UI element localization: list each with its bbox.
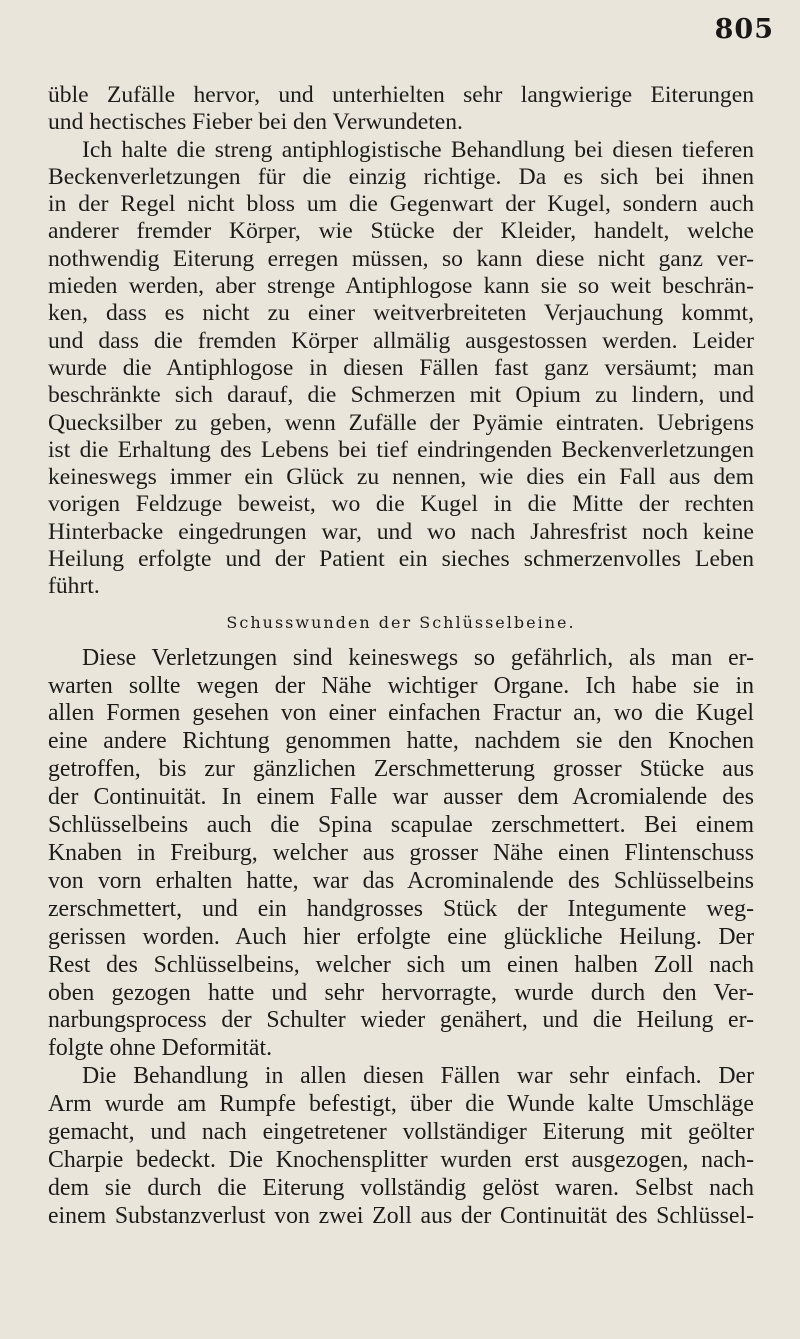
text-line: Charpie bedeckt. Die Knochensplitter wurden erst ausgezogen, nach-: [48, 1146, 754, 1173]
page-number: 805: [714, 14, 774, 45]
text-line: beschränkte sich darauf, die Schmerzen mit Opium zu lindern, und: [48, 382, 754, 409]
text-line: zerschmettert, und ein handgrosses Stück der Integumente weg-: [48, 895, 754, 922]
text-line: Die Behandlung in allen diesen Fällen war sehr einfach. Der: [82, 1063, 754, 1090]
text-line: führt.: [48, 573, 100, 600]
text-line: Heilung erfolgte und der Patient ein sieches schmerzenvolles Leben: [48, 546, 754, 573]
text-line: warten sollte wegen der Nähe wichtiger Organe. Ich habe sie in: [48, 672, 754, 699]
section-heading: Schusswunden der Schlüsselbeine.: [226, 612, 576, 632]
text-line: narbungsprocess der Schulter wieder genähert, und die Heilung er-: [48, 1007, 754, 1034]
text-line: getroffen, bis zur gänzlichen Zerschmetterung grosser Stücke aus: [48, 756, 754, 783]
text-line: dem sie durch die Eiterung vollständig gelöst waren. Selbst nach: [48, 1174, 754, 1201]
text-block-after-heading: [48, 645, 754, 1231]
text-line: gemacht, und nach eingetretener vollständiger Eiterung mit geölter: [48, 1119, 754, 1146]
text-line: Knaben in Freiburg, welcher aus grosser Nähe einen Flintenschuss: [48, 839, 754, 866]
text-line: Diese Verletzungen sind keineswegs so gefährlich, als man er-: [82, 644, 754, 671]
text-line: Schlüsselbeins auch die Spina scapulae zerschmettert. Bei einem: [48, 812, 754, 839]
text-line: ist die Erhaltung des Lebens bei tief eindringenden Beckenverletzungen: [48, 436, 754, 463]
text-block-before-heading: [48, 82, 754, 601]
text-line: Arm wurde am Rumpfe befestigt, über die Wunde kalte Umschläge: [48, 1091, 754, 1118]
text-line: Hinterbacke eingedrungen war, und wo nach Jahresfrist noch keine: [48, 518, 754, 545]
text-line: gerissen worden. Auch hier erfolgte eine glückliche Heilung. Der: [48, 923, 754, 950]
text-line: in der Regel nicht bloss um die Gegenwart der Kugel, sondern auch: [48, 191, 754, 218]
text-line: und dass die fremden Körper allmälig ausgestossen werden. Leider: [48, 327, 754, 354]
text-line: einem Substanzverlust von zwei Zoll aus der Continuität des Schlüssel-: [48, 1202, 754, 1229]
text-line: der Continuität. In einem Falle war ausser dem Acromialende des: [48, 784, 754, 811]
text-line: Rest des Schlüsselbeins, welcher sich um einen halben Zoll nach: [48, 951, 754, 978]
text-line: oben gezogen hatte und sehr hervorragte, wurde durch den Ver-: [48, 979, 754, 1006]
text-line: von vorn erhalten hatte, war das Acrominalende des Schlüsselbeins: [48, 867, 754, 894]
text-line: und hectisches Fieber bei den Verwundeten.: [48, 109, 463, 136]
text-line: anderer fremder Körper, wie Stücke der Kleider, handelt, welche: [48, 218, 754, 245]
text-line: vorigen Feldzuge beweist, wo die Kugel in die Mitte der rechten: [48, 491, 754, 518]
text-line: Quecksilber zu geben, wenn Zufälle der Pyämie eintraten. Uebrigens: [48, 409, 754, 436]
text-line: allen Formen gesehen von einer einfachen Fractur an, wo die Kugel: [48, 700, 754, 727]
text-line: Beckenverletzungen für die einzig richtige. Da es sich bei ihnen: [48, 163, 754, 190]
text-line: wurde die Antiphlogose in diesen Fällen fast ganz versäumt; man: [48, 354, 754, 381]
text-line: folgte ohne Deformität.: [48, 1035, 273, 1062]
text-line: nothwendig Eiterung erregen müssen, so kann diese nicht ganz ver-: [48, 245, 754, 272]
text-line: eine andere Richtung genommen hatte, nachdem sie den Knochen: [48, 728, 754, 755]
text-line: keineswegs immer ein Glück zu nennen, wie dies ein Fall aus dem: [48, 464, 754, 491]
text-line: ken, dass es nicht zu einer weitverbreiteten Verjauchung kommt,: [48, 300, 754, 327]
text-line: üble Zufälle hervor, und unterhielten sehr langwierige Eiterungen: [48, 82, 754, 108]
text-line: Ich halte die streng antiphlogistische Behandlung bei diesen tieferen: [82, 136, 754, 163]
text-line: mieden werden, aber strenge Antiphlogose kann sie so weit beschrän-: [48, 273, 754, 300]
